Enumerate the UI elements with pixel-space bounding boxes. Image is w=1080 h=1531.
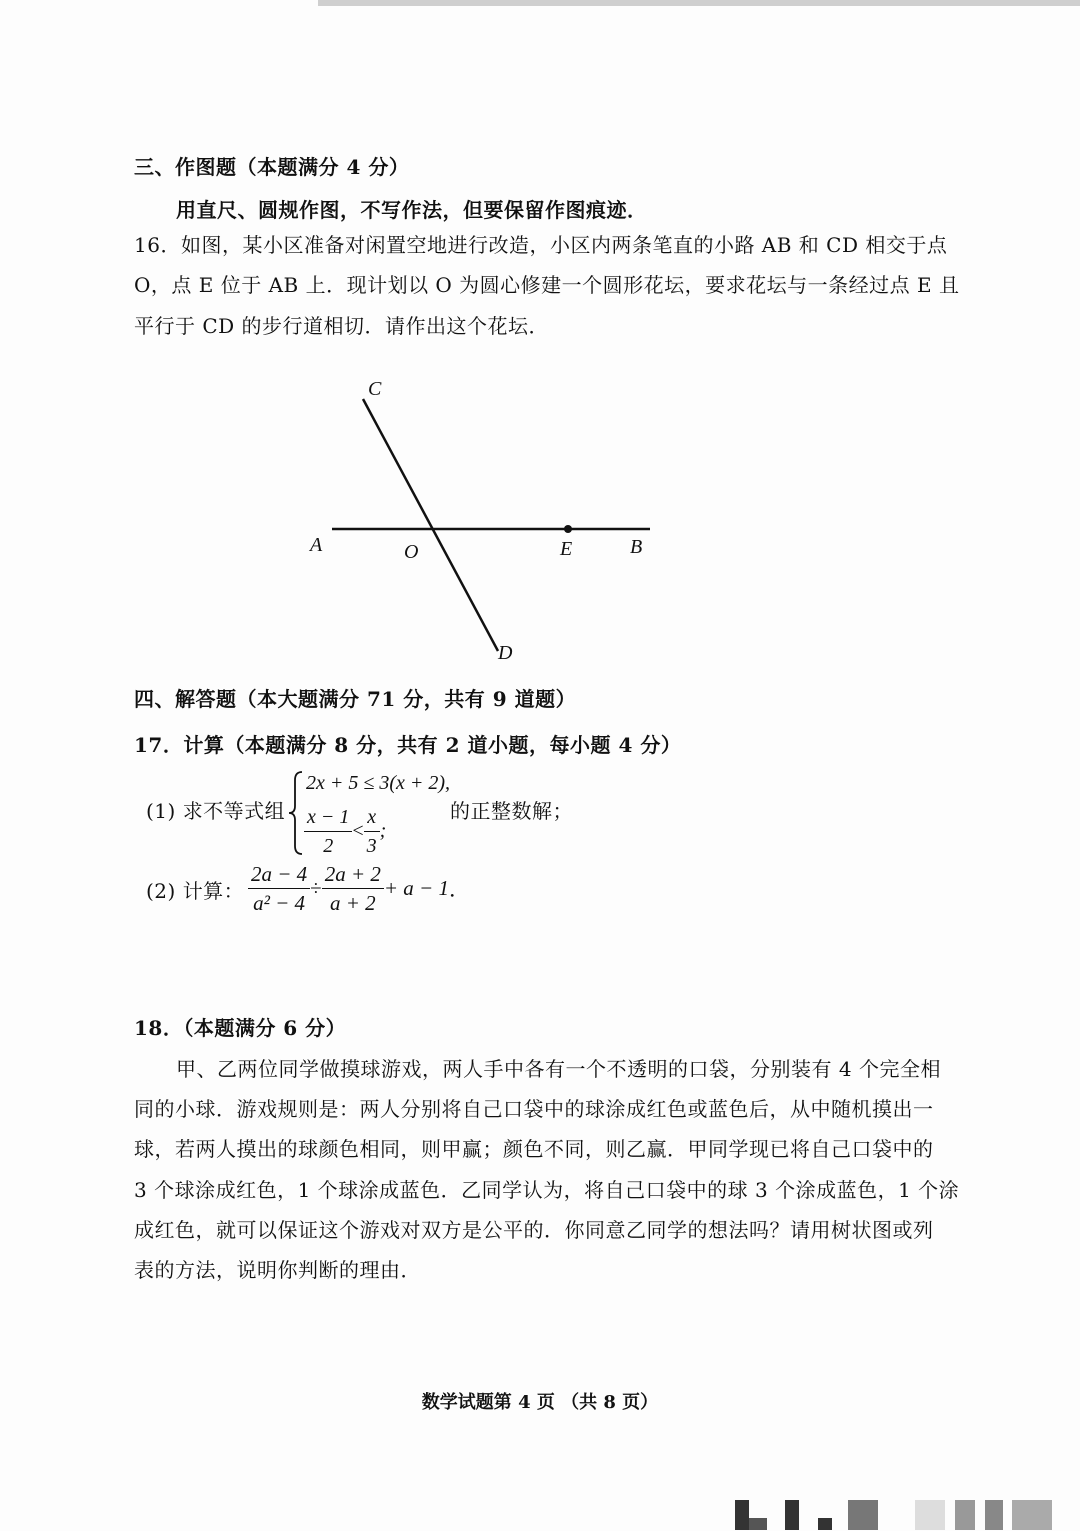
- geometry-figure: [300, 375, 680, 675]
- section3-instruction: 用直尺、圆规作图，不写作法，但要保留作图痕迹．: [176, 198, 648, 222]
- expr-end: ．: [448, 877, 470, 902]
- expr-frac1-den: a² − 4: [253, 891, 306, 915]
- q17-title: 17．计算（本题满分 8 分，共有 2 道小题，每小题 4 分）: [134, 733, 682, 757]
- ineq2-left-fraction: [304, 803, 352, 860]
- label-c: C: [368, 378, 382, 400]
- section3-heading: 三、作图题（本题满分 4 分）: [134, 155, 410, 179]
- point-e: [564, 525, 572, 533]
- q18-paragraph-line3: 球，若两人摸出的球颜色相同，则甲赢；颜色不同，则乙赢．甲同学现已将自己口袋中的: [134, 1137, 934, 1161]
- page-footer: 数学试题第 4 页 （共 8 页）: [421, 1392, 659, 1413]
- ineq2-left-den: 2: [323, 835, 334, 857]
- inequality-2: [304, 803, 386, 860]
- q18-paragraph-line4: 3 个球涂成红色，1 个球涂成蓝色．乙同学认为，将自己口袋中的球 3 个涂成蓝色，1 个涂: [134, 1178, 960, 1202]
- q17-part1-prefix: (1) 求不等式组: [146, 799, 286, 823]
- system-brace: [288, 770, 304, 856]
- expr-fraction-1: [248, 860, 310, 917]
- expr-frac1-num: 2a − 4: [248, 860, 310, 889]
- expr-frac2-num: 2a + 2: [322, 860, 384, 889]
- line-cd: [363, 399, 498, 651]
- q17-part2-prefix: (2) 计算：: [146, 879, 245, 903]
- top-scan-edge: [318, 0, 1080, 6]
- q18-paragraph-line6: 表的方法，说明你判断的理由．: [134, 1258, 421, 1282]
- expr-frac2-den: a + 2: [329, 891, 376, 915]
- ineq2-right-num: x: [364, 803, 380, 832]
- label-e: E: [560, 538, 573, 560]
- expr-divide: ÷: [310, 876, 322, 900]
- label-a: A: [310, 534, 323, 556]
- label-d: D: [498, 642, 513, 664]
- q17-part1-suffix: 的正整数解；: [450, 799, 573, 823]
- q18-title: 18．（本题满分 6 分）: [134, 1016, 347, 1040]
- ineq2-right-den: 3: [366, 835, 377, 857]
- expr-fraction-2: [322, 860, 384, 917]
- q18-paragraph-line1: 甲、乙两位同学做摸球游戏，两人手中各有一个不透明的口袋，分别装有 4 个完全相: [176, 1057, 941, 1081]
- q17-expression: [248, 860, 470, 917]
- q16-line2: O，点 E 位于 AB 上．现计划以 O 为圆心修建一个圆形花坛，要求花坛与一条经过点 E 且: [134, 273, 960, 297]
- ineq2-left-num: x − 1: [304, 803, 352, 832]
- section4-heading: 四、解答题（本大题满分 71 分，共有 9 道题）: [134, 687, 577, 711]
- ineq2-right-fraction: [364, 803, 380, 860]
- q16-line3: 平行于 CD 的步行道相切．请作出这个花坛．: [134, 314, 550, 338]
- ineq2-semicolon: ;: [379, 820, 387, 842]
- q18-paragraph-line2: 同的小球．游戏规则是：两人分别将自己口袋中的球涂成红色或蓝色后，从中随机摸出一: [134, 1097, 934, 1121]
- q18-paragraph-line5: 成红色，就可以保证这个游戏对双方是公平的．你同意乙同学的想法吗？请用树状图或列: [134, 1218, 934, 1242]
- inequality-1: 2x + 5 ≤ 3(x + 2),: [306, 772, 451, 794]
- label-b: B: [630, 536, 643, 558]
- label-o: O: [404, 541, 419, 563]
- q16-line1: 16．如图，某小区准备对闲置空地进行改造，小区内两条笔直的小路 AB 和 CD 相交于点: [134, 233, 948, 257]
- ineq2-lt: <: [352, 820, 364, 842]
- expr-tail: + a − 1: [383, 876, 449, 900]
